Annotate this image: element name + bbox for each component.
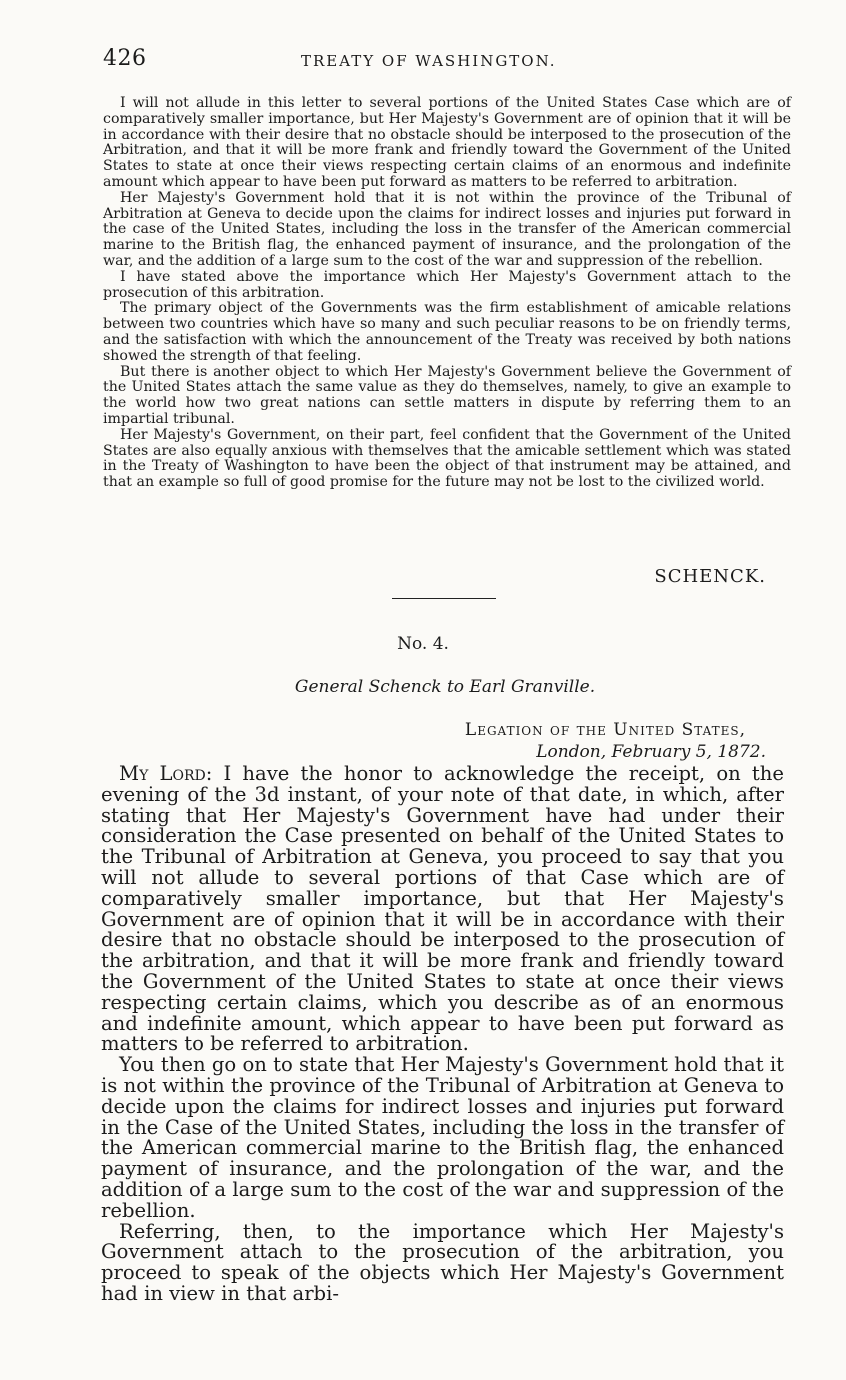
page-number: 426 bbox=[103, 46, 147, 71]
letter-three-paragraph: The primary object of the Governments was the firm establishment of amicable relations between two countries which have so many and such peculiar reasons to be on friendly terms, and the satisfaction with which the announcement of the Treaty was received by both nations showed the strength of that feeling. bbox=[103, 300, 791, 364]
section-divider bbox=[392, 598, 496, 599]
letter-four-paragraph-text: I have the honor to acknowledge the receipt, on the evening of the 3d instant, of your note of that date, in which, after stating that Her Majesty's Government have had under their consideration the Case presented on behalf of the United States to the Tribunal of Arbitration at Geneva, you proceed to say that you will not allude to several portions of that Case which are of comparatively smaller importance, but that Her Majesty's Government are of opinion that it will be in accordance with their desire that no obstacle should be interposed to the prosecution of the arbitration, and that it will be more frank and friendly toward the Government of the United States to state at once their views respecting certain claims, which you describe as of an enormous and indefinite amount, which appear to have been put forward as matters to be referred to arbitration. bbox=[101, 762, 785, 1056]
letter-four-body bbox=[101, 764, 784, 1305]
letter-three-paragraph: But there is another object to which Her Majesty's Government believe the Government of the United States attach the same value as they do themselves, namely, to give an example to the world how two great nations can settle matters in dispute by referring them to an impartial tribunal. bbox=[103, 363, 791, 427]
dateline-date: London, February 5, 1872. bbox=[536, 742, 766, 762]
letter-four-paragraph bbox=[101, 764, 784, 1055]
running-title: TREATY OF WASHINGTON. bbox=[301, 52, 557, 70]
signature: SCHENCK. bbox=[654, 566, 766, 587]
letter-three-paragraph: Her Majesty's Government hold that it is not within the province of the Tribunal of Arbitration at Geneva to decide upon the claims for indirect losses and injuries put forward in the case of the United States, including the loss in the transfer of the American commercial marine to the British flag, the enhanced payment of insurance, and the prolongation of the war, and the addition of a large sum to the cost of the war and suppression of the rebellion. bbox=[103, 189, 791, 269]
letter-three-paragraph: I will not allude in this letter to several portions of the United States Case which are of comparatively smaller importance, but Her Majesty's Government are of opinion that it will be in accordance with their desire that no obstacle should be interposed to the prosecution of the Arbitration, and that it will be more frank and friendly toward the Government of the United States to state at once their views respecting certain claims of an enormous and indefinite amount which appear to have been put forward as matters to be referred to arbitration. bbox=[103, 95, 791, 190]
salutation: My Lord: bbox=[119, 762, 213, 785]
letter-three-paragraph: I have stated above the importance which Her Majesty's Government attach to the prosecution of this arbitration. bbox=[103, 268, 791, 301]
letter-four-paragraph: Referring, then, to the importance which Her Majesty's Government attach to the prosecution of the arbitration, you proceed to speak of the objects which Her Majesty's Government had in view in that arbi- bbox=[101, 1219, 784, 1305]
letter-four-paragraph: You then go on to state that Her Majesty's Government hold that it is not within the province of the Tribunal of Arbitration at Geneva to decide upon the claims for indirect losses and injuries put forward in the Case of the United States, including the loss in the transfer of the American commercial marine to the British flag, the enhanced payment of insurance, and the prolongation of the war, and the addition of a large sum to the cost of the war and suppression of the rebellion. bbox=[101, 1053, 784, 1222]
page-header bbox=[103, 46, 793, 76]
letter-three-body bbox=[103, 96, 791, 491]
document-title: General Schenck to Earl Granville. bbox=[294, 677, 596, 697]
document-number: No. 4. bbox=[397, 634, 449, 654]
dateline-place: Legation of the United States, bbox=[464, 720, 746, 740]
letter-three-paragraph: Her Majesty's Government, on their part, feel confident that the Government of the United States are also equally anxious with themselves that the amicable settlement which was stated in the Treaty of Washington to have been the object of that instrument may be attained, and that an example so full of good promise for the future may not be lost to the civilized world. bbox=[103, 426, 791, 491]
